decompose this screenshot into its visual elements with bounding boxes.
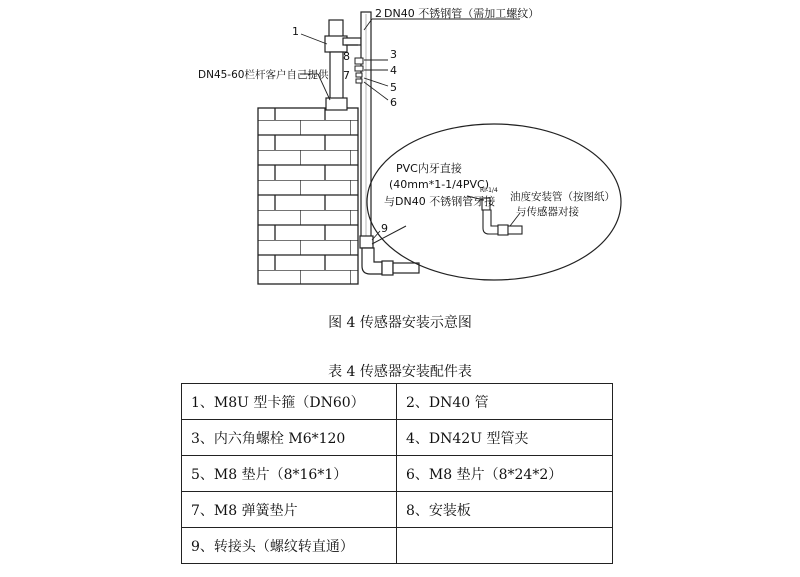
table-row	[182, 492, 613, 528]
table-cell: 5、M8 垫片（8*16*1）	[182, 456, 397, 492]
figure-caption: 图 4 传感器安装示意图	[328, 315, 472, 331]
detail-thread-label: RI-1/4	[480, 187, 498, 194]
table-caption: 表 4 传感器安装配件表	[328, 364, 472, 380]
callout-1: 1	[292, 25, 299, 38]
table-row	[182, 456, 613, 492]
callout-3: 3	[390, 48, 397, 61]
callout-7: 7	[343, 69, 350, 82]
detail-pvc-line1: PVC内牙直接	[396, 162, 462, 175]
table-cell	[397, 528, 613, 564]
parts-table	[181, 383, 613, 564]
sensor-assembly	[360, 236, 419, 275]
table-cell: 3、内六角螺栓 M6*120	[182, 420, 397, 456]
table-cell: 8、安装板	[397, 492, 613, 528]
callout-4: 4	[390, 64, 397, 77]
mounting-bracket	[343, 38, 361, 45]
detail-sensor-line2: 与传感器对接	[516, 206, 579, 218]
detail-pvc-line3: 与DN40 不锈钢管牙接	[384, 195, 496, 208]
detail-sensor-line1: 油度安装管（按图纸）	[510, 191, 615, 203]
table-row	[182, 384, 613, 420]
table-cell: 9、转接头（螺纹转直通）	[182, 528, 397, 564]
table-row	[182, 420, 613, 456]
table-cell: 6、M8 垫片（8*24*2）	[397, 456, 613, 492]
brick-wall	[258, 108, 358, 284]
table-cell: 4、DN42U 型管夹	[397, 420, 613, 456]
callout-6: 6	[390, 96, 397, 109]
table-cell: 2、DN40 管	[397, 384, 613, 420]
table-cell: 7、M8 弹簧垫片	[182, 492, 397, 528]
detail-leader-line	[372, 226, 406, 244]
callout-9: 9	[381, 222, 388, 235]
callout-2: 2	[375, 7, 382, 20]
rail-note: DN45-60栏杆客户自己提供	[198, 69, 329, 81]
callout-8: 8	[343, 50, 350, 63]
detail-pvc-line2: (40mm*1-1/4PVC)	[389, 178, 490, 191]
table-row	[182, 528, 613, 564]
callout-5: 5	[390, 81, 397, 94]
dn40-pipe	[361, 12, 371, 244]
pipe-note: DN40 不锈钢管（需加工螺纹）	[384, 7, 540, 20]
pipe-clamp-fittings	[355, 58, 363, 83]
table-cell: 1、M8U 型卡箍（DN60）	[182, 384, 397, 420]
